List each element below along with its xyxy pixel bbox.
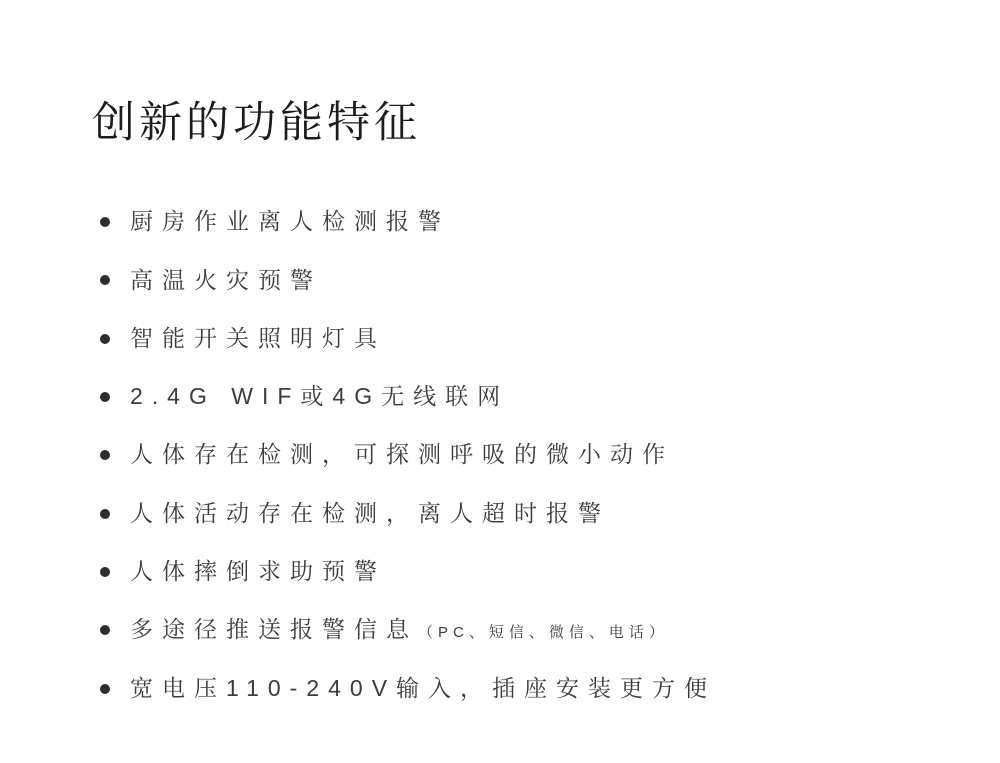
list-item (100, 659, 716, 717)
feature-text: 多途径推送报警信息 (130, 616, 418, 643)
feature-text: 智能开关照明灯具 (130, 324, 386, 351)
page-title: 创新的功能特征 (92, 99, 421, 147)
list-item (100, 601, 716, 659)
feature-text: 高温火灾预警 (130, 266, 322, 293)
list-item (100, 368, 716, 426)
bullet-dot-icon (100, 275, 110, 285)
feature-text: 人体摔倒求助预警 (130, 557, 386, 584)
list-item (100, 484, 716, 542)
bullet-dot-icon (100, 509, 110, 519)
bullet-dot-icon (100, 392, 110, 402)
list-item (100, 310, 716, 368)
bullet-dot-icon (100, 567, 110, 577)
bullet-dot-icon (100, 684, 110, 694)
feature-text: 厨房作业离人检测报警 (130, 208, 450, 235)
feature-text: 人体存在检测，可探测呼吸的微小动作 (130, 441, 674, 468)
bullet-dot-icon (100, 450, 110, 460)
feature-text: 人体活动存在检测，离人超时报警 (130, 499, 610, 526)
feature-text: 2.4G WIF或4G无线联网 (130, 383, 510, 410)
list-item (100, 251, 716, 309)
feature-text: 宽电压110-240V输入，插座安装更方便 (130, 674, 717, 701)
feature-note: （PC、短信、微信、电话） (418, 624, 669, 642)
features-list (100, 193, 716, 718)
list-item (100, 426, 716, 484)
list-item (100, 543, 716, 601)
bullet-dot-icon (100, 334, 110, 344)
bullet-dot-icon (100, 217, 110, 227)
bullet-dot-icon (100, 625, 110, 635)
list-item (100, 193, 716, 251)
